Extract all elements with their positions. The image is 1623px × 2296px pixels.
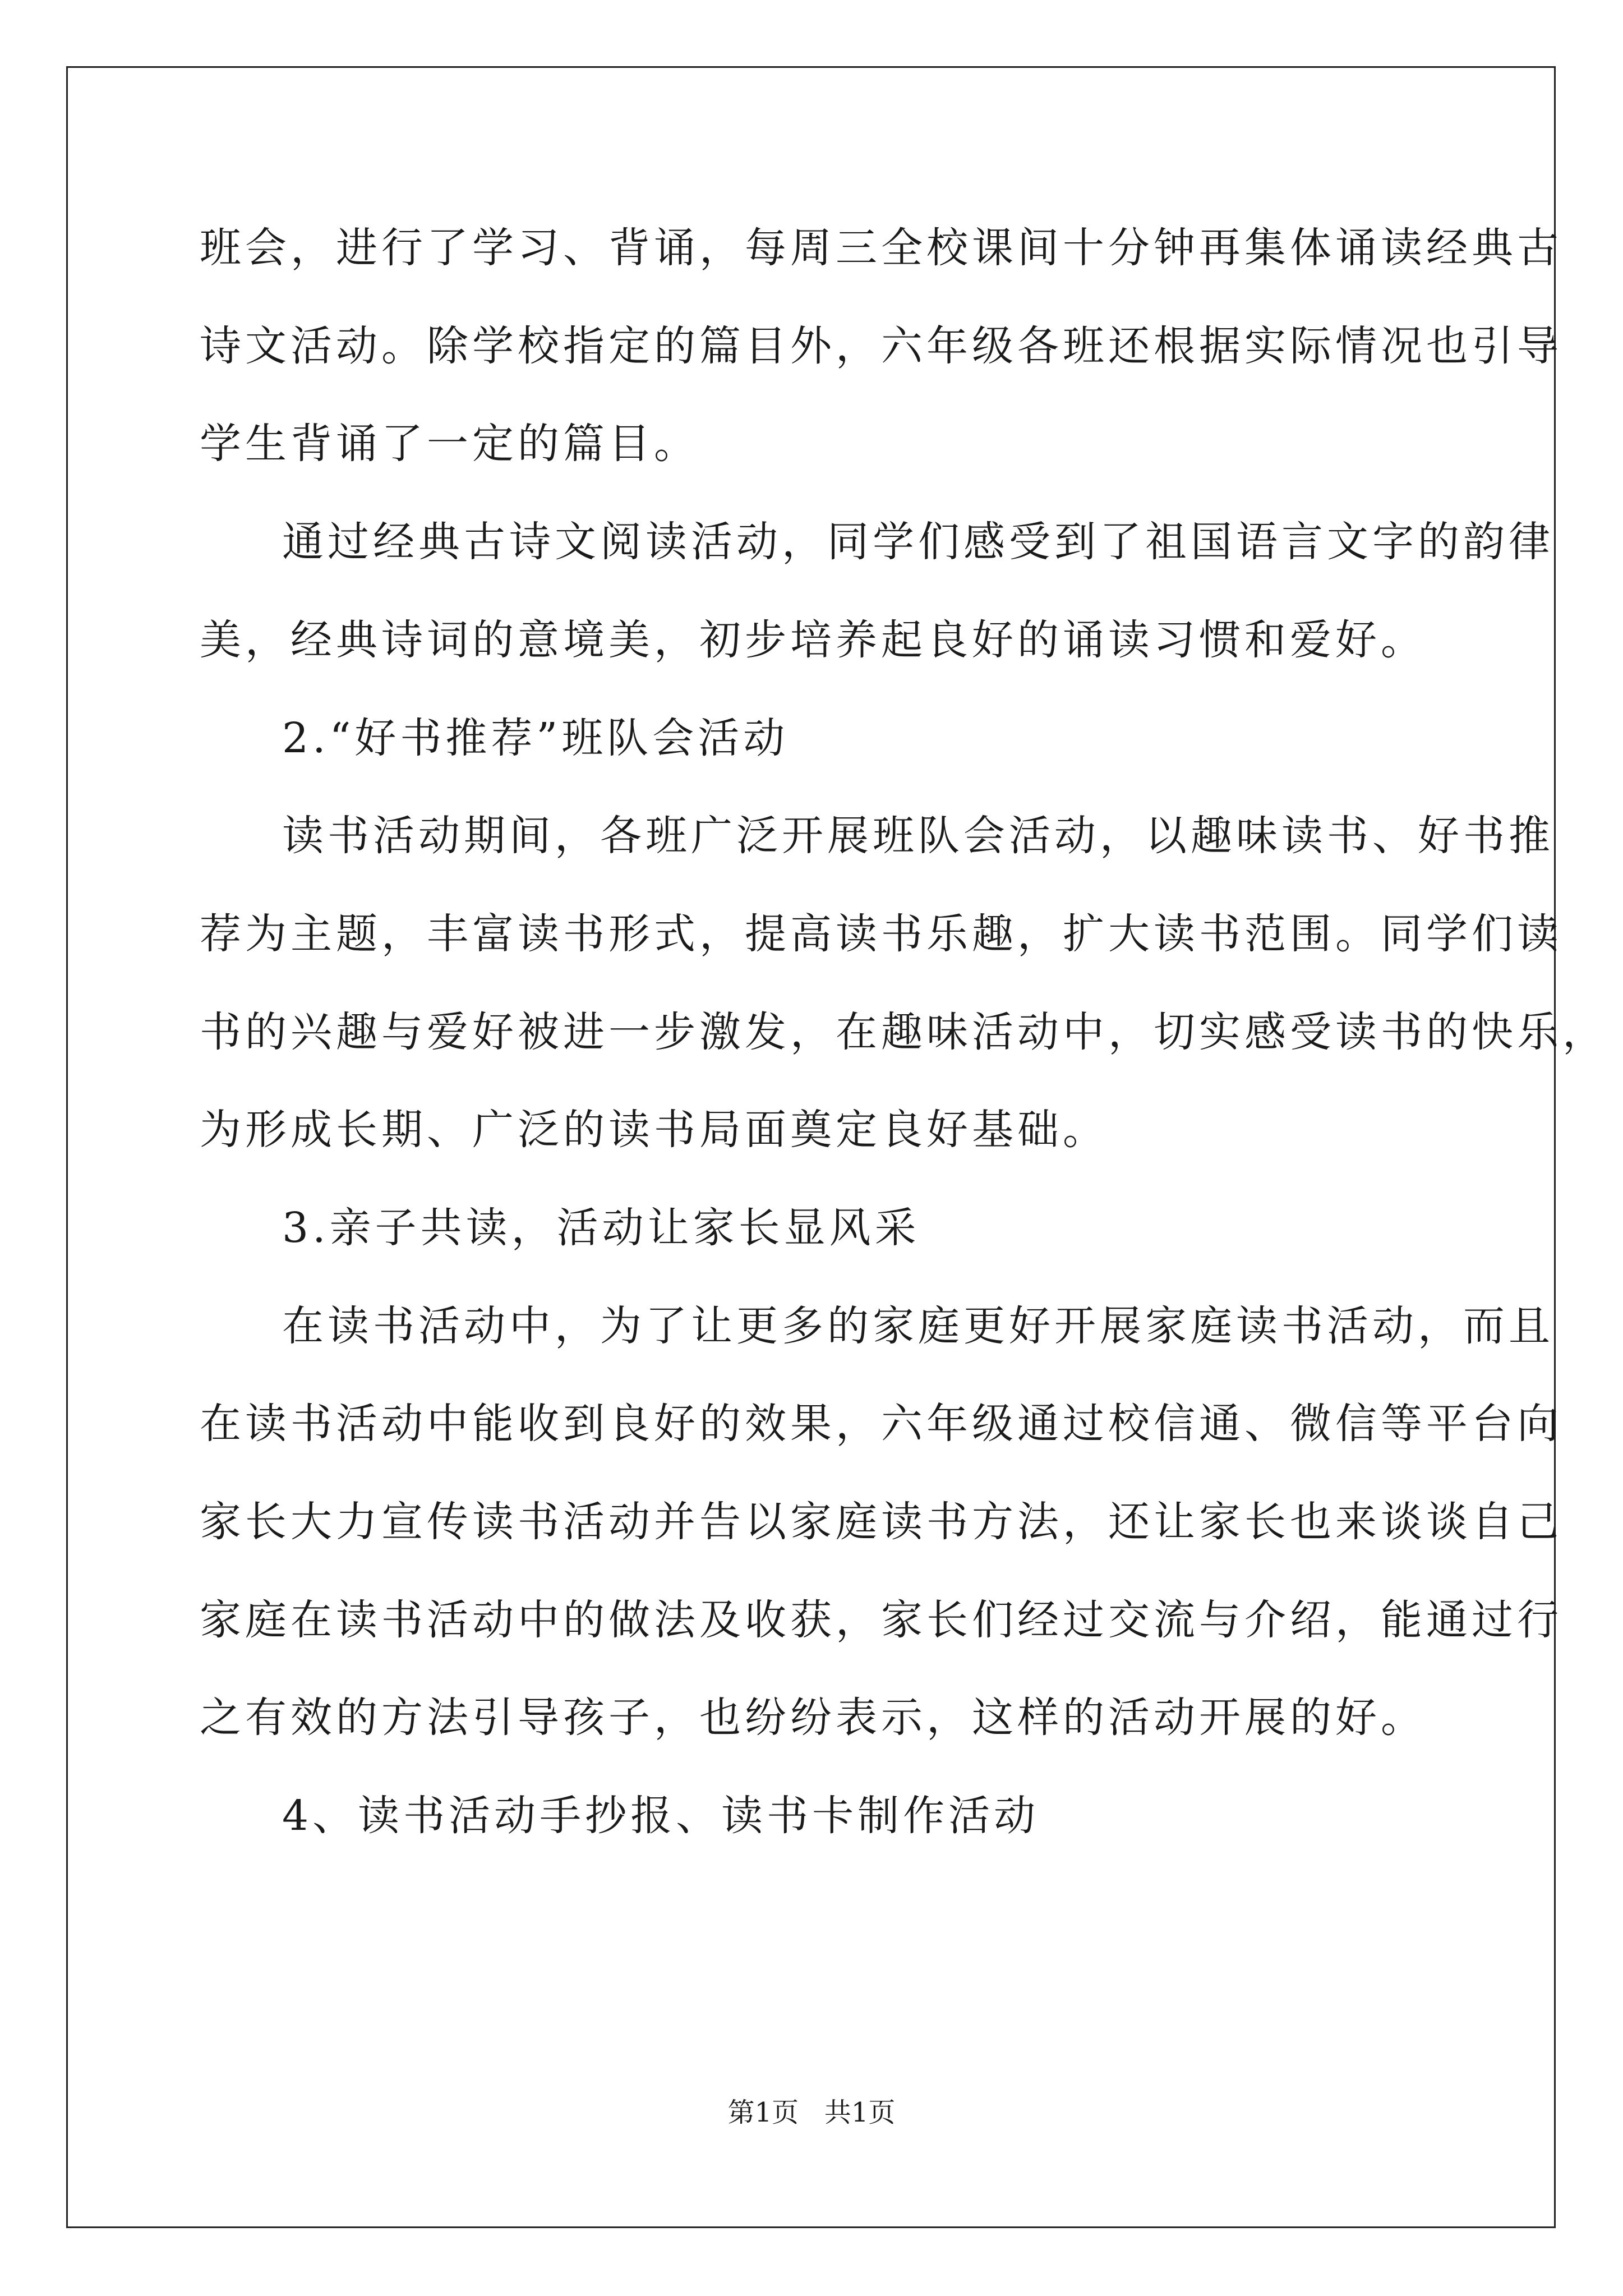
section-heading: 3.亲子共读，活动让家长显风采 (282, 1204, 920, 1252)
body-line: 在读书活动中能收到良好的效果，六年级通过校信通、微信等平台向 (200, 1400, 1562, 1448)
body-line: 书的兴趣与爱好被进一步激发，在趣味活动中，切实感受读书的快乐， (200, 1008, 1608, 1056)
body-line: 班会，进行了学习、背诵，每周三全校课间十分钟再集体诵读经典古 (200, 224, 1562, 272)
body-line: 通过经典古诗文阅读活动，同学们感受到了祖国语言文字的韵律 (282, 518, 1554, 566)
body-line: 美，经典诗词的意境美，初步培养起良好的诵读习惯和爱好。 (200, 616, 1426, 664)
body-line: 在读书活动中，为了让更多的家庭更好开展家庭读书活动，而且 (282, 1302, 1554, 1350)
page-number-footer: 第1页 共1页 (727, 2097, 896, 2128)
body-line: 学生背诵了一定的篇目。 (200, 420, 699, 468)
body-line: 诗文活动。除学校指定的篇目外，六年级各班还根据实际情况也引导 (200, 322, 1562, 370)
body-line: 为形成长期、广泛的读书局面奠定良好基础。 (200, 1106, 1108, 1154)
body-line: 之有效的方法引导孩子，也纷纷表示，这样的活动开展的好。 (200, 1694, 1426, 1742)
body-line: 家长大力宣传读书活动并告以家庭读书方法，还让家长也来谈谈自己 (200, 1498, 1562, 1546)
body-line: 荐为主题，丰富读书形式，提高读书乐趣，扩大读书范围。同学们读 (200, 910, 1562, 958)
section-heading: 2.“好书推荐”班队会活动 (282, 714, 789, 762)
body-line: 读书活动期间，各班广泛开展班队会活动，以趣味读书、好书推 (282, 812, 1554, 860)
section-heading: 4、读书活动手抄报、读书卡制作活动 (282, 1792, 1040, 1840)
body-line: 家庭在读书活动中的做法及收获，家长们经过交流与介绍，能通过行 (200, 1596, 1562, 1644)
